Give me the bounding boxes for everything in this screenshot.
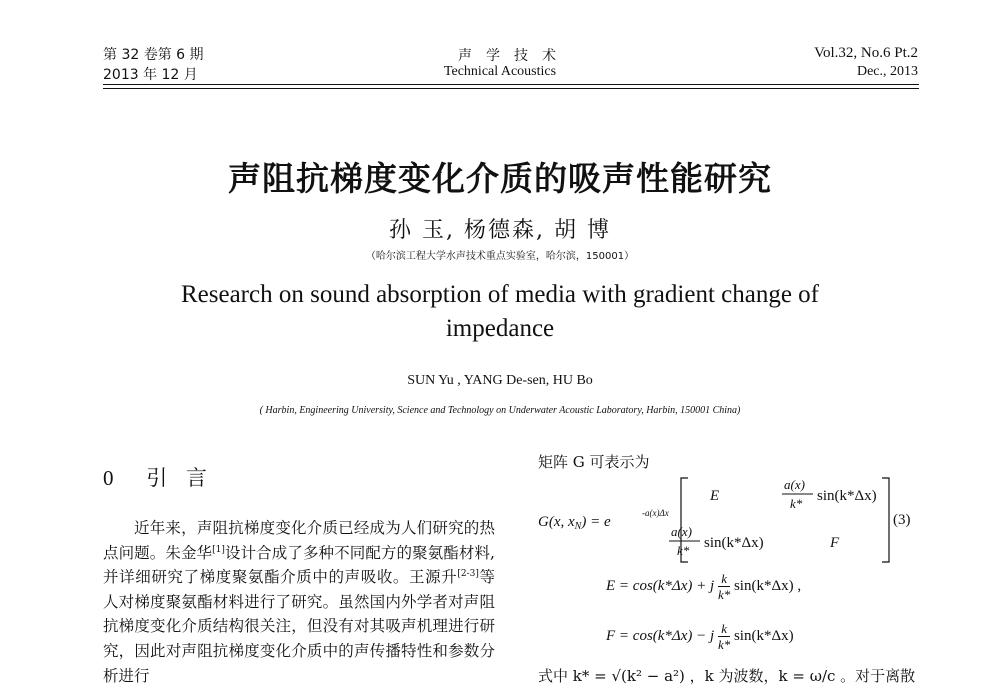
equation-number: (3)	[893, 512, 911, 528]
eq-e-fraction	[718, 572, 730, 601]
eq-f-frac-num: k	[718, 622, 730, 637]
matrix-right-bracket	[882, 478, 889, 562]
m12-frac-den: k*	[790, 496, 803, 511]
header-rule-thin	[103, 88, 919, 89]
body-text-part-1: 近年来，声阻抗梯度变化介质已经成为人们研究的热点问题。朱金华	[103, 519, 495, 562]
paper-title-zh: 声阻抗梯度变化介质的吸声性能研究	[228, 159, 772, 198]
eq-e-lhs: E = cos(k*Δx) + j	[606, 577, 715, 594]
journal-volume-en: Vol.32, No.6 Pt.2	[814, 45, 918, 61]
m21-sin-term: sin(k*Δx)	[704, 535, 764, 551]
matrix-equation	[538, 474, 923, 566]
eq-f-lhs: F = cos(k*Δx) − j	[606, 627, 715, 644]
header-rule-thick	[103, 84, 919, 85]
eq-f-rhs: sin(k*Δx)	[733, 627, 794, 644]
body-text-part-3: 等人对梯度聚氨酯材料进行了研究。虽然国内外学者对声阻抗梯度变化介质结构很关注，但没有对其吸声机理进行研究，因此对声阻抗梯度变化介质中的声传播特性和参数分析进行	[103, 568, 495, 685]
m21-frac-den: k*	[677, 543, 690, 558]
authors-en: SUN Yu , YANG De-sen, HU Bo	[407, 373, 593, 388]
affiliation-en: ( Harbin, Engineering University, Science and Technology on Underwater Acoustic Laboratory, Harbin, 150001 China)	[259, 405, 741, 416]
body-paragraph	[103, 516, 495, 688]
affiliation-zh: （哈尔滨工程大学水声技术重点实验室，哈尔滨，150001）	[365, 251, 635, 262]
section-number: 0	[103, 466, 120, 490]
paper-title-en: Research on sound absorption of media with gradient change of impedance	[180, 281, 819, 342]
body-text-part-2: 设计合成了多种不同配方的聚氨酯材料, 并详细研究了梯度聚氨酯介质中的声吸收。王源升	[103, 543, 495, 587]
eq-f-fraction	[718, 622, 730, 651]
journal-name-en: Technical Acoustics	[443, 64, 557, 79]
section-heading	[103, 462, 213, 492]
journal-date-zh: 2013 年 12 月	[103, 67, 198, 83]
where-clause: 式中 k* = √(k² − a²) ，k 为波数，k = ω/c 。对于离散	[538, 667, 916, 685]
eq-f-frac-den: k*	[717, 637, 731, 652]
eq-lhs: G(x, $x_N) = e$	[538, 514, 611, 532]
m21-frac-num: a(x)	[671, 524, 692, 539]
equation-f-definition	[606, 622, 794, 651]
equation-e-definition	[606, 572, 801, 601]
journal-name-zh: 声学技术	[458, 48, 570, 64]
citation-ref-2: [2-3]	[457, 569, 479, 580]
m12-sin-term: sin(k*Δx)	[817, 488, 877, 504]
journal-volume-issue: 第 32 卷第 6 期	[103, 47, 204, 63]
m12-frac-num: a(x)	[784, 477, 805, 492]
matrix-intro-text: 矩阵 G 可表示为	[538, 453, 650, 471]
eq-exponent: -a(x)Δx	[642, 508, 669, 518]
authors-zh: 孙 玉, 杨德森, 胡 博	[389, 218, 611, 243]
journal-date-en: Dec., 2013	[856, 64, 918, 79]
matrix-entry-f: F	[830, 535, 840, 551]
matrix-entry-e: E	[710, 488, 720, 504]
citation-ref-1: [1]	[212, 544, 225, 555]
section-title: 引 言	[146, 466, 213, 490]
eq-e-rhs: sin(k*Δx) ,	[733, 577, 802, 594]
eq-e-frac-den: k*	[717, 587, 731, 602]
eq-e-frac-num: k	[718, 572, 730, 587]
